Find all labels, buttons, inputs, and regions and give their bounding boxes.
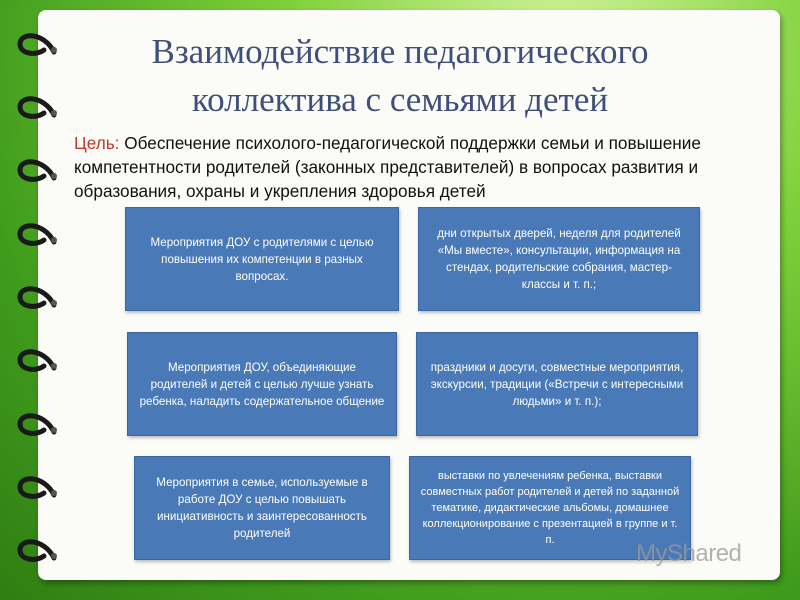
- spiral-ring-icon: [14, 156, 60, 186]
- spiral-ring-icon: [14, 410, 60, 440]
- slide-title: Взаимодействие педагогического коллектива с семьями детей: [151, 32, 649, 119]
- goal-statement: [74, 131, 794, 203]
- example-box-text: дни открытых дверей, неделя для родителей «Мы вместе», консультации, информация на стендах, родительские собрания, мастер-классы и т. п.;: [437, 227, 681, 291]
- spiral-ring-icon: [14, 346, 60, 376]
- spiral-ring-icon: [14, 93, 60, 123]
- goal-label: Цель:: [74, 133, 120, 153]
- example-box-right: [418, 207, 700, 311]
- spiral-ring-icon: [14, 30, 60, 60]
- activity-box-text: Мероприятия в семье, используемые в работе ДОУ с целью повышать инициативность и заинтересованность родителей: [156, 476, 368, 540]
- watermark-logo: MyShared: [636, 540, 742, 567]
- example-box-right: [416, 332, 698, 436]
- example-box-text: праздники и досуги, совместные мероприятия, экскурсии, традиции («Встречи с интересными людьми» и т. п.);: [430, 360, 684, 408]
- spiral-ring-icon: [14, 473, 60, 503]
- activity-box-left: [125, 207, 399, 311]
- spiral-ring-icon: [14, 283, 60, 313]
- activity-box-text: Мероприятия ДОУ, объединяющие родителей и детей с целью лучше узнать ребенка, наладить содержательное общение: [139, 360, 385, 408]
- goal-text: Обеспечение психолого-педагогической поддержки семьи и повышение компетентности родителей (законных представителей) в вопросах развития и образования, охраны и укрепления здоровья детей: [74, 133, 701, 201]
- activity-box-left: [127, 332, 397, 436]
- example-box-text: выставки по увлечениям ребенка, выставки совместных работ родителей и детей по заданной тематике, дидактические альбомы, домашнее коллекционирование с презентацией в группе и т. п.: [420, 470, 680, 546]
- spiral-ring-icon: [14, 536, 60, 566]
- activity-box-left: [134, 456, 390, 560]
- spiral-ring-icon: [14, 220, 60, 250]
- activity-box-text: Мероприятия ДОУ с родителями с целью повышения их компетенции в разных вопросах.: [150, 235, 374, 283]
